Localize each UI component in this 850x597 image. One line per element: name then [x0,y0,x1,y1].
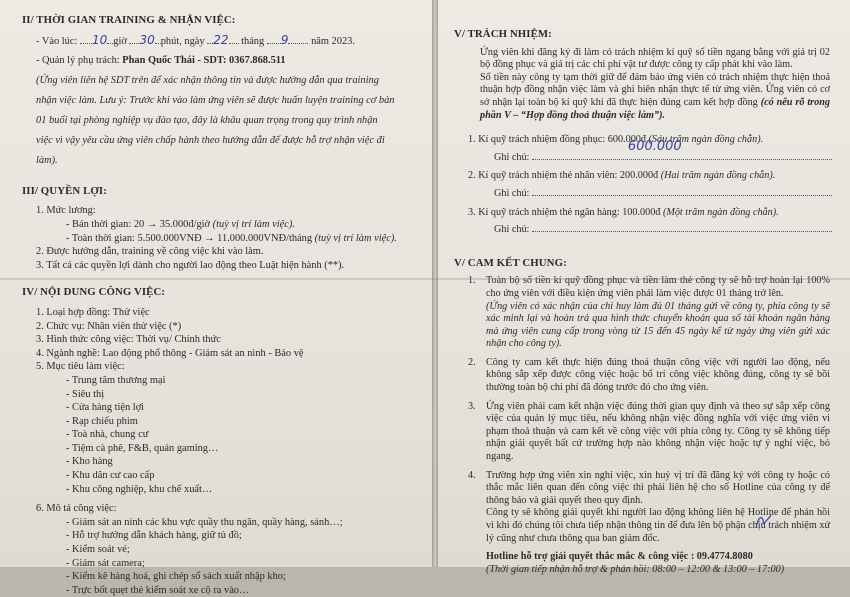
signature-mark [752,512,774,532]
list-item: - Kho hàng [66,456,113,468]
list-item: - Hỗ trợ hướng dẫn khách hàng, giữ tủ đồ; [66,530,242,542]
manager-name: Phan Quốc Thái [122,55,195,67]
deposit-list: 1. Kí quỹ trách nhiệm đồng phục: 600.000đ (Sáu trăm ngàn đồng chẵn). Ghi chú: 600.000 2. Kí quỹ trách nhiệm thẻ nhân viên: 200.000đ (Hai trăm ngàn đồng chẵn). Ghi chú: 3. Kí quỹ trách nhiệm thẻ ngân hàng: 100.000đ (Một trăm ngàn đồng chẵn). Ghi chú: [454,134,830,237]
job-tasks [36,516,424,597]
section-heading-responsibility: V/ TRÁCH NHIỆM: [454,28,552,40]
time-line: - Vào lúc: 10 giờ 30 phút, ngày 22 tháng 9 năm 2023. [36,32,355,47]
list-item: - Khu công nghiệp, khu chế xuất… [66,483,213,495]
hour-value: 10 [91,32,108,47]
handwritten-600000: 600.000 [627,138,682,154]
commitment-2: 2. Công ty cam kết thực hiện đúng thoả thuận công việc với người lao động, nếu không sắp xếp được công việc hoặc bố trí công việc không đúng, công ty sẽ bồi thường toàn bộ chi phí đã đóng trước đó cho ứng viên. [468,356,830,394]
section-heading-job-content: IV/ NỘI DUNG CÔNG VIỆC: [22,286,166,299]
work-targets [36,374,424,496]
list-item: - Kiểm kê hàng hoá, ghi chép sổ sách xuất nhập kho; [66,571,286,583]
section-heading-benefits: III/ QUYỀN LỢI: [22,184,107,197]
benefits-list: 1. Mức lương: - Bán thời gian: 20 → 35.000đ/giờ (tuỳ vị trí làm việc). - Toàn thời gian: 5.500.000VNĐ → 11.000.000VNĐ/tháng (tuỳ vị trí làm việc). 2. Được hướng dẫn, training về công việc khi vào làm. 3. Tất cả các quyền lợi dành cho người lao động theo Luật hiện hành (**). [36,205,397,271]
list-item: - Giám sát camera; [66,557,145,569]
deposit-bank-card: 3. Kí quỹ trách nhiệm thẻ ngân hàng: 100.000đ (Một trăm ngàn đồng chẵn). [468,206,779,218]
list-item: - Tiệm cà phê, F&B, quán gaming… [66,442,219,454]
day-value: 22 [213,32,229,47]
section-heading-commitment: V/ CAM KẾT CHUNG: [454,256,567,269]
commitment-1: 1. Toàn bộ số tiền kí quỹ đồng phục và tiền làm thẻ công ty sẽ hỗ trợ hoàn lại 100% cho ứng viên với điều kiện ứng viên phải làm việc được 01 tháng trở lên. (Ứng viên có xác nhận của chỉ huy làm đủ 01 tháng gửi về công ty, phía công ty sẽ xác minh lại và hoàn trả qua hình thức chuyển khoản qua số tài khoản ngân hàng mà ứng viên cung cấp trong vòng từ 15 đến 45 ngày kể từ ngày ứng viên gửi xác nhận cho công ty). [468,275,830,350]
minute-value: 30 [139,32,155,47]
responsibility-text: Ứng viên khi đăng ký đi làm có trách nhiệm kí quỹ số tiền ngang bằng với giá trị 02 bộ đồng phục và giá trị các chi phí vật tư được công ty cấp phát khi vào làm. Số tiền này công ty tạm thời giữ để đảm bảo ứng viên có trách nhiệm thực hiện thoả thuận hợp đồng nhận việc làm và ghi biên nhận thực tế từ ứng viên. Ứng viên có cơ sở nhận lại toàn bộ kí quỹ khi đã thực hiện đúng cam kết hợp đồng (có nêu rõ trong phần V – “Hợp đồng thoả thuận việc làm”). [480,46,830,121]
commitment-3: 3. Ứng viên phải cam kết nhận việc đúng thời gian quy định và theo sự sắp xếp công việc của quản lý mục tiêu, nếu không nhận việc đồng nghĩa với việc ứng viên vi phạm thoả thuận và cam kết về công việc với phía công ty. Công ty sẽ không tiếp nhận giải quyết bất cứ trường hợp nào không nhận việc hoặc tự ý nghỉ việc, bỏ ngang. [468,400,830,463]
manager-line: - Quản lý phụ trách: Phan Quốc Thái - SDT: 0367.868.511 [36,55,286,67]
commitment-4: 4. Trường hợp ứng viên xin nghỉ việc, xin huỷ vị trí đã đăng ký với công ty hoặc có thắc mắc liên quan đến công việc thì phải liên hệ cho số Hotline của công ty để thông báo và giải quyết theo quy định. Công ty sẽ không giải quyết khi người lao động không liên hệ Hotline để phản hồi vì khi đó chúng tôi chưa tiếp nhận thông tin để đưa lên bộ phận chịu trách nhiệm xử lý cũng như chưa thông qua ban giám đốc. [468,469,830,544]
job-content-list: 1. Loại hợp đồng: Thử việc 2. Chức vụ: Nhân viên thử việc (*) 3. Hình thức công việc: Thời vụ/ Chính thức 4. Ngành nghề: Lao động phổ thông - Giám sát an ninh - Bảo vệ 5. Mục tiêu làm việc: - Trung tâm thương mại - Siêu thị - Cửa hàng tiện lợi - Rạp chiếu phim - Toà nhà, chung cư - Tiệm cà phê, F&B, quán gaming… - Kho hàng - Khu dân cư cao cấp - Khu công nghiệp, khu chế xuất… 6. Mô tả công việc: - Giám sát an ninh các khu vực quầy thu ngân, quầy hàng, sảnh…; - Hỗ trợ hướng dẫn khách hàng, giữ tủ đồ; - Kiểm soát vé; - Giám sát camera; - Kiểm kê hàng hoá, ghi chép sổ sách xuất nhập kho; - Trực bốt quẹt thẻ kiểm soát xe cộ ra vào… [22,306,424,597]
list-item: - Khu dân cư cao cấp [66,470,155,482]
list-item: - Siêu thị [66,388,105,400]
list-item: - Trực bốt quẹt thẻ kiểm soát xe cộ ra vào… [66,584,250,596]
list-item: - Cửa hàng tiện lợi [66,402,145,414]
list-item: - Rạp chiếu phim [66,415,138,427]
deposit-employee-card: 2. Kí quỹ trách nhiệm thẻ nhân viên: 200.000đ (Hai trăm ngàn đồng chẵn). [468,170,776,182]
right-page [438,0,850,575]
list-item: - Trung tâm thương mại [66,374,166,386]
section-heading-training: II/ THỜI GIAN TRAINING & NHẬN VIỆC: [22,14,236,26]
manager-phone: - SDT: 0367.868.511 [197,55,286,67]
training-note: (Ứng viên liên hệ SDT trên để xác nhận thông tin và được hướng dẫn qua training nhận việc làm. Lưu ý: Trước khi vào làm ứng viên sẽ được huấn luyện training cơ bản 01 buổi tại phòng nghiệp vụ đào tạo, đây là khâu quan trọng trong quy trình nhận việc vì vậy yêu cầu ứng viên chấp hành theo hướng dẫn để được hỗ trợ nhận việc đi làm). [36,74,395,166]
deposit-uniform: 1. Kí quỹ trách nhiệm đồng phục: 600.000đ (Sáu trăm ngàn đồng chẵn). [468,134,764,146]
list-item: - Toà nhà, chung cư [66,429,149,441]
hotline: Hotline hỗ trợ giải quyết thắc mắc & công việc : 09.4774.8080 [486,551,753,563]
paper-fold [0,278,850,280]
support-hours: (Thời gian tiếp nhận hỗ trợ & phản hồi: 08:00 – 12:00 & 13:00 – 17:00) [486,563,785,575]
list-item: - Giám sát an ninh các khu vực quầy thu ngân, quầy hàng, sảnh…; [66,516,343,528]
list-item: - Kiểm soát vé; [66,544,130,556]
month-value: 9 [280,32,289,47]
